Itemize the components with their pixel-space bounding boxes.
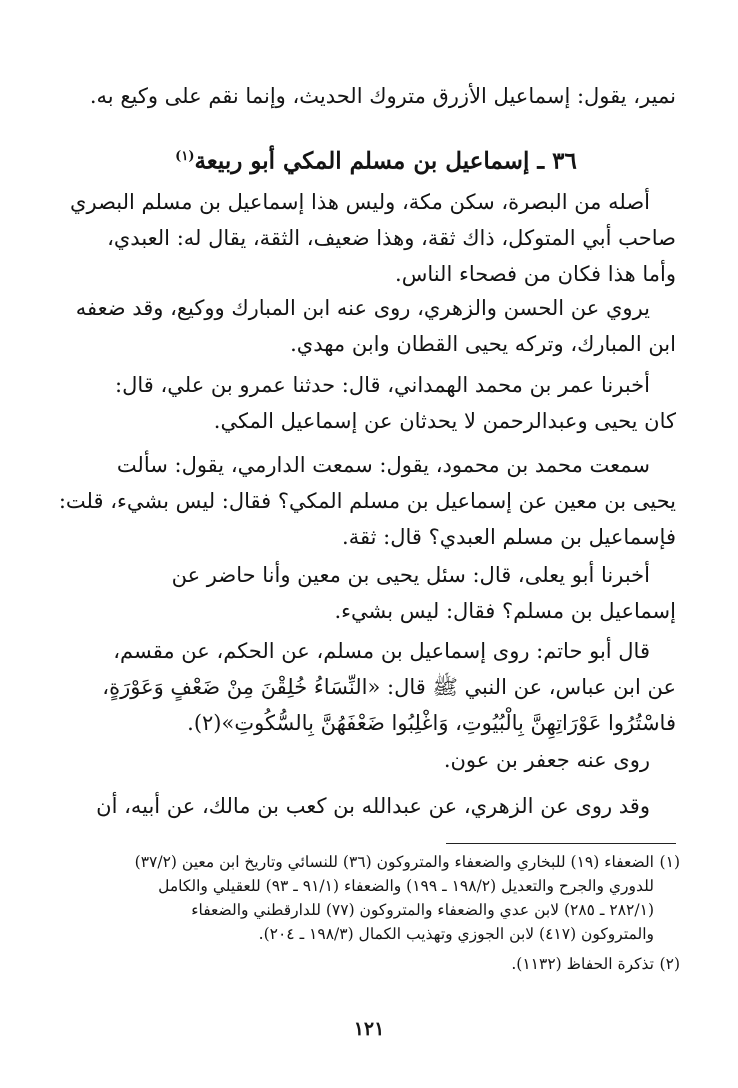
footnote-number: (١) — [659, 853, 680, 871]
text-line: روى عنه جعفر بن عون. — [443, 748, 650, 772]
footnote-2 — [76, 952, 680, 976]
text-line: نمير، يقول: إسماعيل الأزرق متروك الحديث، وإنما نقم على وكيع به. — [89, 84, 676, 108]
paragraph-zuhri — [76, 788, 676, 824]
paragraph-abu-yala-report — [76, 557, 676, 629]
heading-title: ٣٦ ـ إسماعيل بن مسلم المكي أبو ربيعة — [194, 147, 577, 175]
entry-heading — [76, 137, 676, 177]
page-number: ١٢١ — [353, 1018, 385, 1040]
text-line: أخبرنا أبو يعلى، قال: سئل يحيى بن معين وأنا حاضر عن — [171, 563, 650, 587]
footnote-line: تذكرة الحفاظ (١١٣٢). — [511, 955, 654, 973]
paragraph-abu-hatim-hadith — [76, 633, 676, 741]
footnote-line: للدوري والجرح والتعديل (١٩٨/٢ ـ ١٩٩) والضعفاء (٩١/١ ـ ٩٣) للعقيلي والكامل — [158, 877, 654, 895]
footnote-line: والمتروكون (٤١٧) لابن الجوزي وتهذيب الكمال (١٩٨/٣ ـ ٢٠٤). — [258, 925, 654, 943]
text-line: يروي عن الحسن والزهري، روى عنه ابن المبارك ووكيع، وقد ضعفه — [75, 296, 650, 320]
paragraph-umar-report — [76, 367, 676, 439]
text-line: كان يحيى وعبدالرحمن لا يحدثان عن إسماعيل المكي. — [213, 409, 676, 433]
text-line: وقد روى عن الزهري، عن عبدالله بن كعب بن مالك، عن أبيه، أن — [96, 794, 650, 818]
text-line: أصله من البصرة، سكن مكة، وليس هذا إسماعيل بن مسلم البصري — [70, 190, 650, 214]
text-line: أخبرنا عمر بن محمد الهمداني، قال: حدثنا عمرو بن علي، قال: — [115, 373, 650, 397]
text-line: سمعت محمد بن محمود، يقول: سمعت الدارمي، يقول: سألت — [116, 453, 650, 477]
text-line: وأما هذا فكان من فصحاء الناس. — [395, 262, 676, 286]
text-line: قال أبو حاتم: روى إسماعيل بن مسلم، عن الحكم، عن مقسم، — [113, 639, 650, 663]
paragraph-jafar — [76, 742, 676, 778]
footnote-number: (٢) — [659, 955, 680, 973]
paragraph-origin — [70, 184, 676, 292]
text-line: عن ابن عباس، عن النبي ﷺ قال: «النِّسَاءُ خُلِقْنَ مِنْ ضَعْفٍ وَعَوْرَةٍ، — [102, 675, 676, 699]
footnote-separator — [446, 843, 676, 844]
text-line: إسماعيل بن مسلم؟ فقال: ليس بشيء. — [334, 599, 676, 623]
continuation-text — [76, 78, 676, 114]
footnote-1 — [76, 850, 680, 946]
heading-footnote-marker: (١) — [175, 149, 195, 164]
footnote-line: الضعفاء (١٩) للبخاري والضعفاء والمتروكون (٣٦) للنسائي وتاريخ ابن معين (٣٧/٢) — [134, 853, 654, 871]
text-line: صاحب أبي المتوكل، ذاك ثقة، وهذا ضعيف، الثقة، يقال له: العبدي، — [107, 226, 676, 250]
footnote-line: (٢٨٢/١ ـ ٢٨٥) لابن عدي والضعفاء والمتروكون (٧٧) للدارقطني والضعفاء — [191, 901, 654, 919]
text-line: فإسماعيل بن مسلم العبدي؟ قال: ثقة. — [342, 525, 676, 549]
text-line: يحيى بن معين عن إسماعيل بن مسلم المكي؟ فقال: ليس بشيء، قلت: — [58, 489, 676, 513]
text-line: فاسْتُرُوا عَوْرَاتِهِنَّ بِالْبُيُوتِ، وَاغْلِبُوا ضَعْفَهُنَّ بِالسُّكُوتِ»(٢). — [187, 711, 676, 735]
paragraph-darimi-report — [58, 447, 676, 555]
paragraph-narrators — [76, 290, 676, 362]
text-line: ابن المبارك، وتركه يحيى القطان وابن مهدي. — [290, 332, 676, 356]
